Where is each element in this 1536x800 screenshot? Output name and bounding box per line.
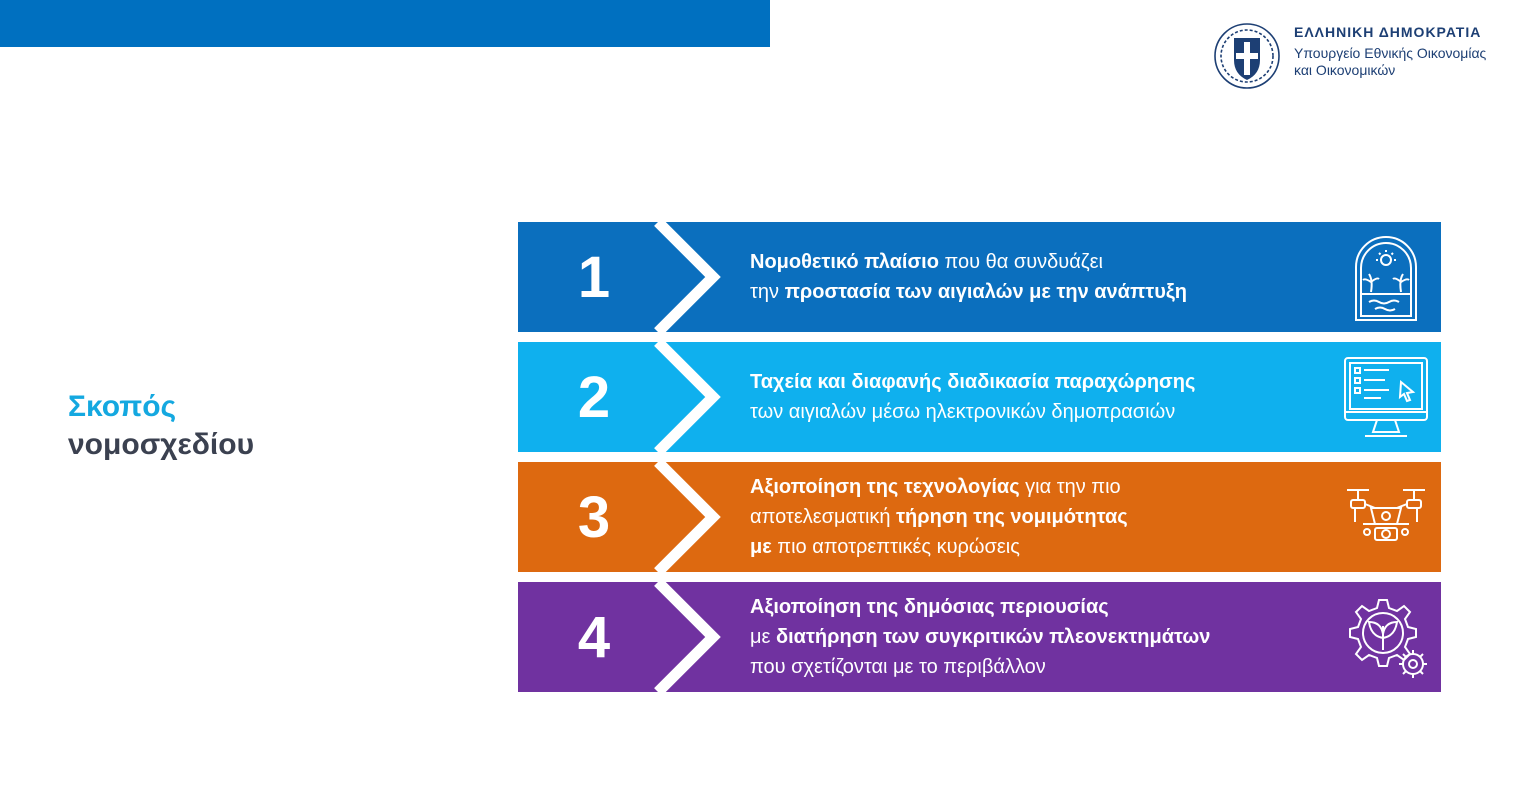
step-3-text — [750, 462, 1350, 572]
step-1-line-1-segment: Νομοθετικό πλαίσιο — [750, 251, 939, 273]
step-2 — [518, 342, 1441, 452]
purpose-title — [68, 388, 254, 464]
ministry-header — [1294, 24, 1486, 79]
step-3-line-2-segment: τήρηση της νομιμότητας — [896, 506, 1128, 528]
step-2-line-2-segment: των αιγιαλών μέσω ηλεκτρονικών δημοπρασιών — [750, 401, 1176, 423]
step-3 — [518, 462, 1441, 572]
step-4-line-3-segment: που σχετίζονται με το περιβάλλον — [750, 656, 1046, 678]
step-3-line-2-segment: αποτελεσματική — [750, 506, 897, 528]
step-2-line-1-segment: Ταχεία και διαφανής διαδικασία παραχώρησης — [750, 371, 1196, 393]
greek-coat-of-arms-logo — [1212, 20, 1282, 92]
step-1-number: 1 — [577, 244, 611, 310]
step-2-line-1 — [750, 367, 1350, 397]
step-1-line-2 — [750, 277, 1350, 307]
step-3-line-3-segment: με — [750, 536, 772, 558]
step-1-line-2-segment: την — [750, 281, 785, 303]
step-2-number: 2 — [577, 364, 611, 430]
step-4-line-1-segment: Αξιοποίηση της δημόσιας περιουσίας — [750, 596, 1109, 618]
step-4-line-2-segment: διατήρηση των συγκριτικών πλεονεκτημάτων — [776, 626, 1211, 648]
ministry-name-line1: Υπουργείο Εθνικής Οικονομίας — [1294, 45, 1487, 61]
step-4-line-1 — [750, 592, 1350, 622]
step-4-text — [750, 582, 1350, 692]
step-2-text — [750, 342, 1350, 452]
step-3-line-1 — [750, 472, 1350, 502]
step-4-line-2-segment: με — [750, 626, 776, 648]
beach-window-icon — [1341, 232, 1431, 322]
step-4-line-3 — [750, 652, 1350, 682]
step-3-line-2 — [750, 502, 1350, 532]
step-3-line-1-segment: για την πιο — [1019, 476, 1121, 498]
step-3-line-3 — [750, 532, 1350, 562]
purpose-title-line2: νομοσχεδίου — [68, 428, 255, 461]
step-1-line-1-segment: που θα συνδυάζει — [938, 251, 1103, 273]
step-3-line-3-segment: πιο αποτρεπτικές κυρώσεις — [771, 536, 1020, 558]
top-accent-bar — [0, 0, 770, 47]
ministry-name-line2: και Οικονομικών — [1294, 62, 1396, 78]
computer-screen-icon — [1341, 352, 1431, 442]
purpose-title-line1: Σκοπός — [68, 390, 177, 423]
step-1 — [518, 222, 1441, 332]
step-1-line-2-segment: προστασία των αιγιαλών με την ανάπτυξη — [784, 281, 1187, 303]
step-3-number: 3 — [577, 484, 611, 550]
step-4-number: 4 — [577, 604, 611, 670]
step-4 — [518, 582, 1441, 692]
step-1-line-1 — [750, 247, 1350, 277]
country-name: ΕΛΛΗΝΙΚΗ ΔΗΜΟΚΡΑΤΙΑ — [1294, 24, 1482, 40]
drone-icon — [1341, 472, 1431, 562]
step-1-text — [750, 222, 1350, 332]
step-3-line-1-segment: Αξιοποίηση της τεχνολογίας — [750, 476, 1020, 498]
step-4-line-2 — [750, 622, 1350, 652]
step-2-line-2 — [750, 397, 1350, 427]
gear-leaf-icon — [1341, 592, 1431, 682]
